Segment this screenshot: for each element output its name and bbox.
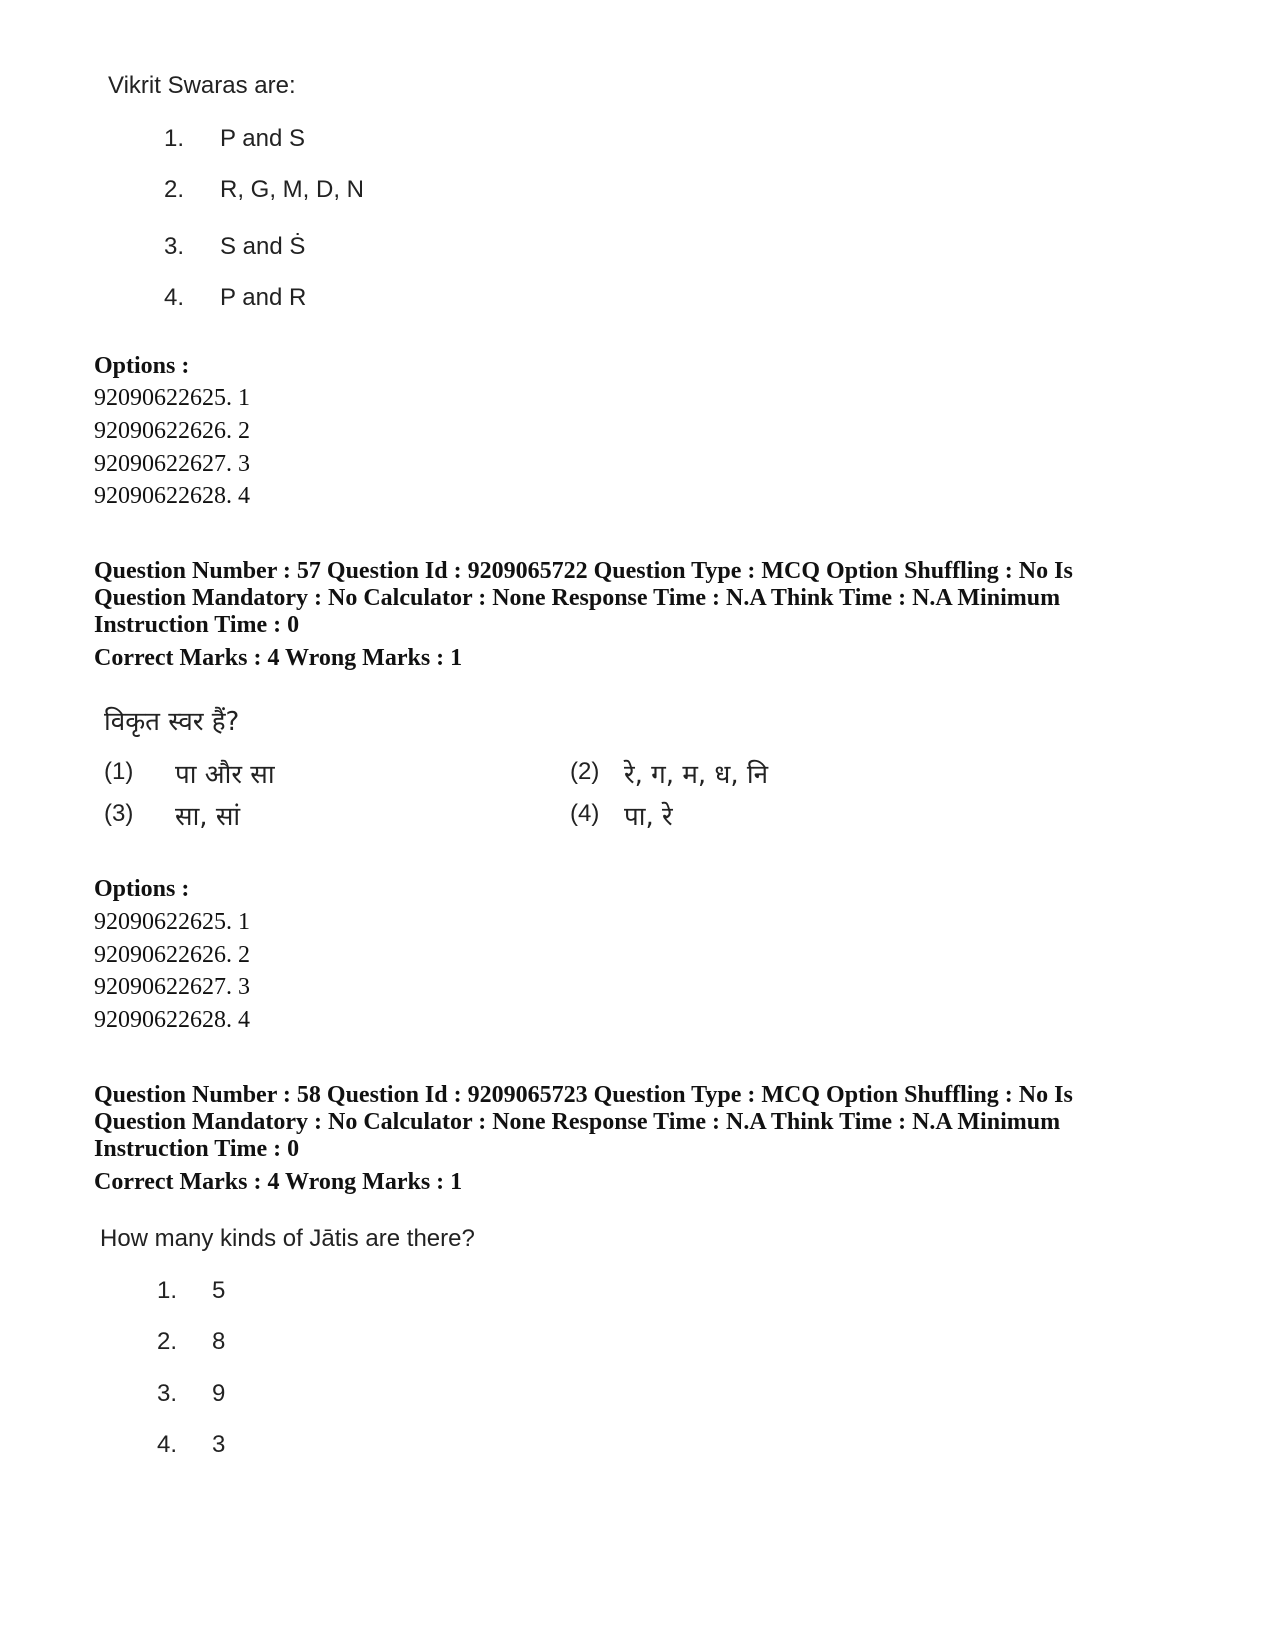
choice-text: सा, सां	[175, 802, 241, 832]
question-meta: Question Mandatory : No Calculator : None Response Time : N.A Think Time : N.A Minimum	[94, 585, 1061, 611]
question-stem: विकृत स्वर हैं?	[104, 707, 240, 737]
question-marks: Correct Marks : 4 Wrong Marks : 1	[94, 1169, 463, 1195]
choice-text: 3	[212, 1431, 226, 1458]
question-marks: Correct Marks : 4 Wrong Marks : 1	[94, 645, 463, 671]
choice-number: 2.	[157, 1328, 178, 1355]
question-meta: Instruction Time : 0	[94, 1136, 300, 1162]
choice-number: 4.	[157, 1431, 178, 1458]
option-line: 92090622627. 3	[94, 974, 250, 1000]
choice-number: 1.	[157, 1277, 178, 1304]
option-line: 92090622626. 2	[94, 418, 250, 444]
choice-number: 2.	[164, 176, 185, 203]
option-line: 92090622628. 4	[94, 1007, 250, 1033]
choice-number: 3.	[157, 1380, 178, 1407]
choice-number: 1.	[164, 125, 185, 152]
choice-number: 4.	[164, 284, 185, 311]
choice-text: 8	[212, 1328, 226, 1355]
option-line: 92090622628. 4	[94, 483, 250, 509]
choice-number: 3.	[164, 233, 185, 260]
choice-number: (3)	[104, 800, 134, 827]
choice-text: P and S	[220, 125, 305, 152]
options-heading: Options :	[94, 876, 190, 902]
choice-text: पा और सा	[175, 760, 275, 790]
choice-text: 5	[212, 1277, 226, 1304]
choice-text: P and R	[220, 284, 307, 311]
option-line: 92090622627. 3	[94, 451, 250, 477]
choice-text: रे, ग, म, ध, नि	[624, 760, 769, 790]
choice-number: (4)	[570, 800, 600, 827]
question-meta: Instruction Time : 0	[94, 612, 300, 638]
options-heading: Options :	[94, 353, 190, 379]
option-line: 92090622625. 1	[94, 385, 250, 411]
choice-number: (2)	[570, 758, 600, 785]
option-line: 92090622626. 2	[94, 942, 250, 968]
option-line: 92090622625. 1	[94, 909, 250, 935]
question-meta: Question Number : 58 Question Id : 9209065723 Question Type : MCQ Option Shuffling : No Is	[94, 1082, 1073, 1108]
question-meta: Question Number : 57 Question Id : 9209065722 Question Type : MCQ Option Shuffling : No Is	[94, 558, 1073, 584]
choice-text: पा, रे	[624, 802, 673, 832]
question-meta: Question Mandatory : No Calculator : None Response Time : N.A Think Time : N.A Minimum	[94, 1109, 1061, 1135]
choice-number: (1)	[104, 758, 134, 785]
question-stem: How many kinds of Jātis are there?	[100, 1225, 475, 1252]
choice-text: R, G, M, D, N	[220, 176, 364, 203]
choice-text: 9	[212, 1380, 226, 1407]
question-stem: Vikrit Swaras are:	[108, 72, 296, 99]
choice-text: S and Ṡ	[220, 233, 306, 260]
